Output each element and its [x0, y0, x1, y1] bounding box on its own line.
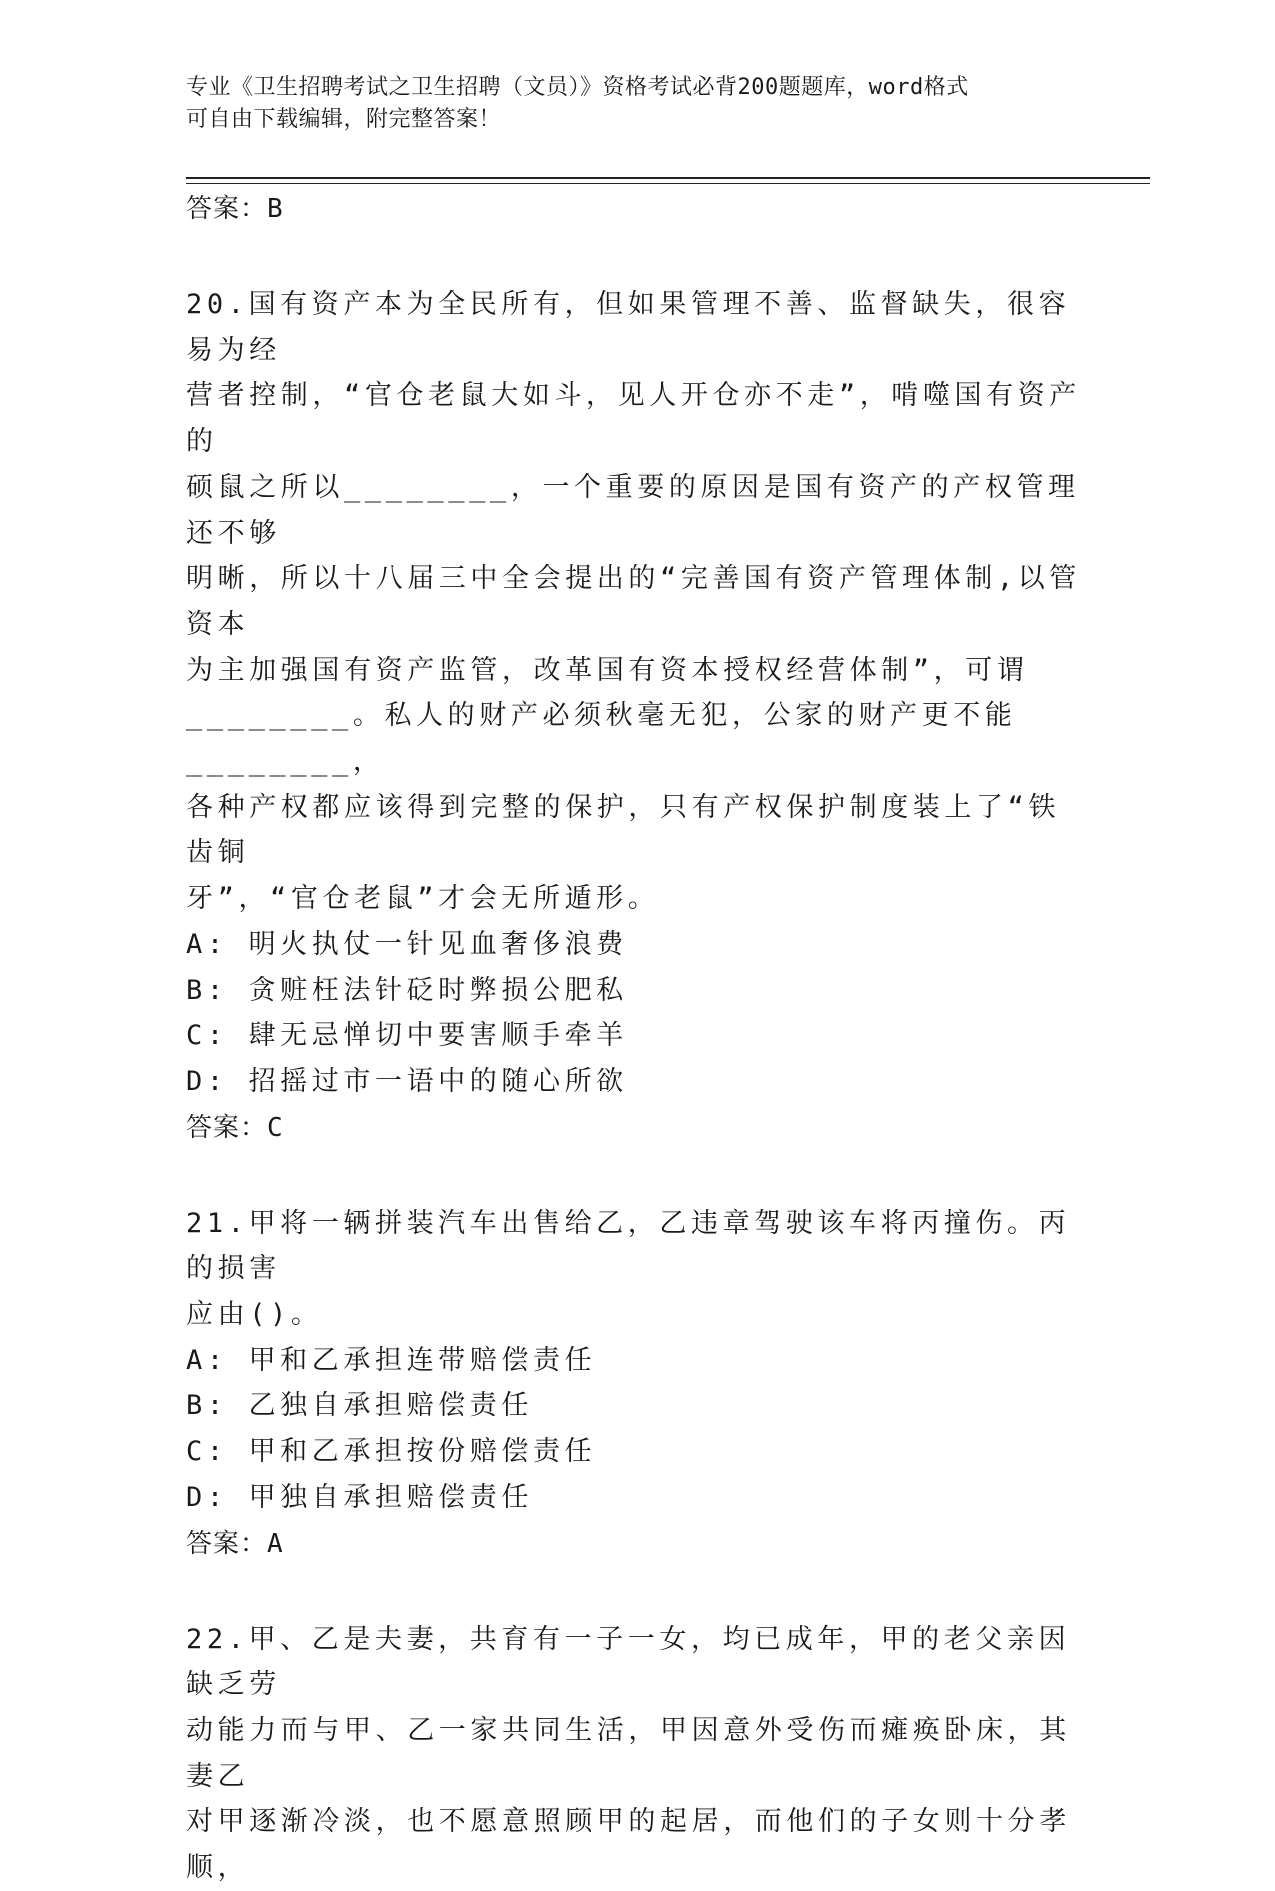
- question-stem-line: 22.甲、乙是夫妻，共育有一子一女，均已成年，甲的老父亲因缺乏劳: [186, 1623, 1071, 1701]
- option-a: A: 甲和乙承担连带赔偿责任: [186, 1344, 597, 1376]
- question-stem-line: 20.国有资产本为全民所有，但如果管理不善、监督缺失，很容易为经: [186, 289, 1071, 366]
- option-d: D: 甲独自承担赔偿责任: [186, 1481, 533, 1513]
- question-20: [186, 282, 1086, 1105]
- answer-q20: 答案：C: [186, 1112, 284, 1143]
- question-stem-line: 应由()。: [186, 1299, 323, 1331]
- header-line: 专业《卫生招聘考试之卫生招聘（文员）》资格考试必背200题题库，word格式: [186, 75, 969, 100]
- question-22: [186, 1617, 1086, 1891]
- spacer: [186, 1567, 1086, 1617]
- question-stem-line: 各种产权都应该得到完整的保护，只有产权保护制度装上了“铁齿铜: [186, 791, 1061, 869]
- option-c: C: 甲和乙承担按份赔偿责任: [186, 1436, 597, 1468]
- question-stem-line: 对甲逐渐冷淡，也不愿意照顾甲的起居，而他们的子女则十分孝顺，: [186, 1806, 1071, 1884]
- question-stem-line: 牙”，“官仓老鼠”才会无所遁形。: [186, 883, 660, 915]
- question-stem-line: 为主加强国有资产监管，改革国有资本授权经营体制”，可谓: [186, 654, 1029, 686]
- header-rule-thick: [186, 177, 1150, 179]
- spacer: [186, 232, 1086, 282]
- question-stem-line: ________。私人的财产必须秋毫无犯，公家的财产更不能________，: [186, 700, 1017, 778]
- option-d: D: 招摇过市一语中的随心所欲: [186, 1065, 628, 1097]
- header-line: 可自由下载编辑，附完整答案！: [186, 107, 502, 132]
- answer-q21: 答案：A: [186, 1528, 284, 1559]
- option-b: B: 贪赃枉法针砭时弊损公肥私: [186, 974, 628, 1006]
- question-stem-line: 动能力而与甲、乙一家共同生活，甲因意外受伤而瘫痪卧床，其妻乙: [186, 1714, 1071, 1792]
- header-rule-thin: [186, 183, 1150, 184]
- option-a: A: 明火执仗一针见血奢侈浪费: [186, 928, 628, 960]
- answer-q19: 答案：B: [186, 194, 284, 224]
- option-b: B: 乙独自承担赔偿责任: [186, 1390, 533, 1422]
- question-21: [186, 1201, 1086, 1521]
- spacer: [186, 1151, 1086, 1201]
- document-body: [186, 186, 1086, 1891]
- question-stem-line: 营者控制，“官仓老鼠大如斗，见人开仓亦不走”，啃噬国有资产的: [186, 380, 1081, 458]
- page-header: [186, 72, 1066, 136]
- question-stem-line: 硕鼠之所以________，一个重要的原因是国有资产的产权管理还不够: [186, 471, 1080, 549]
- question-stem-line: 明晰，所以十八届三中全会提出的“完善国有资产管理体制,以管资本: [186, 563, 1081, 640]
- question-stem-line: 21.甲将一辆拼装汽车出售给乙，乙违章驾驶该车将丙撞伤。丙的损害: [186, 1207, 1071, 1285]
- option-c: C: 肆无忌惮切中要害顺手牵羊: [186, 1020, 628, 1052]
